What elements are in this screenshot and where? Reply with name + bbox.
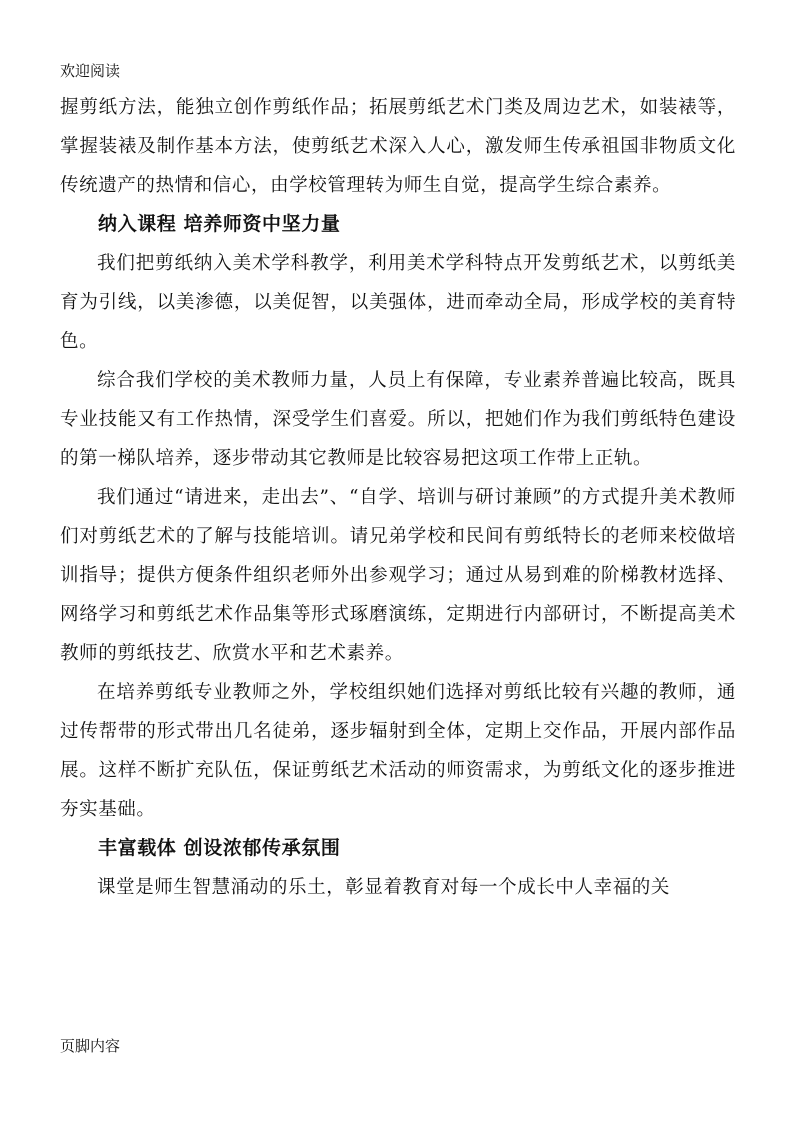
paragraph-teacher-strength: 综合我们学校的美术教师力量，人员上有保障，专业素养普遍比较高，既具专业技能又有工作热情，深受学生们喜爱。所以，把她们作为我们剪纸特色建设的第一梯队培养，逐步带动其它教师是比较容易把这项工作带上正轨。 [60, 370, 736, 469]
page-header: 欢迎阅读 [60, 62, 121, 80]
paragraph-curriculum: 我们把剪纸纳入美术学科教学，利用美术学科特点开发剪纸艺术，以剪纸美育为引线，以美渗德，以美促智，以美强体，进而牵动全局，形成学校的美育特色。 [60, 253, 736, 352]
section-heading-atmosphere: 丰富载体 创设浓郁传承氛围 [98, 837, 341, 859]
section-heading-curriculum: 纳入课程 培养师资中坚力量 [98, 213, 341, 235]
paragraph-training: 我们通过“请进来，走出去”、“自学、培训与研讨兼顾”的方式提升美术教师们对剪纸艺术的了解与技能培训。请兄弟学校和民间有剪纸特长的老师来校做培训指导；提供方便条件组织老师外出参观学习；通过从易到难的阶梯教材选择、网络学习和剪纸艺术作品集等形式琢磨演练，定期进行内部研讨，不断提高美术教师的剪纸技艺、欣赏水平和艺术素养。 [60, 487, 736, 664]
paragraph-intro-continued: 握剪纸方法，能独立创作剪纸作品；拓展剪纸艺术门类及周边艺术，如装裱等，掌握装裱及制作基本方法，使剪纸艺术深入人心，激发师生传承祖国非物质文化传统遗产的热情和信心，由学校管理转为师生自觉，提高学生综合素养。 [60, 97, 736, 196]
paragraph-classroom: 课堂是师生智慧涌动的乐土，彰显着教育对每一个成长中人幸福的关 [97, 877, 671, 898]
paragraph-mentoring: 在培养剪纸专业教师之外，学校组织她们选择对剪纸比较有兴趣的教师，通过传帮带的形式带出几名徒弟，逐步辐射到全体，定期上交作品，开展内部作品展。这样不断扩充队伍，保证剪纸艺术活动的师资需求，为剪纸文化的逐步推进夯实基础。 [60, 682, 736, 820]
page-footer: 页脚内容 [60, 1037, 121, 1055]
document-body [60, 88, 736, 907]
